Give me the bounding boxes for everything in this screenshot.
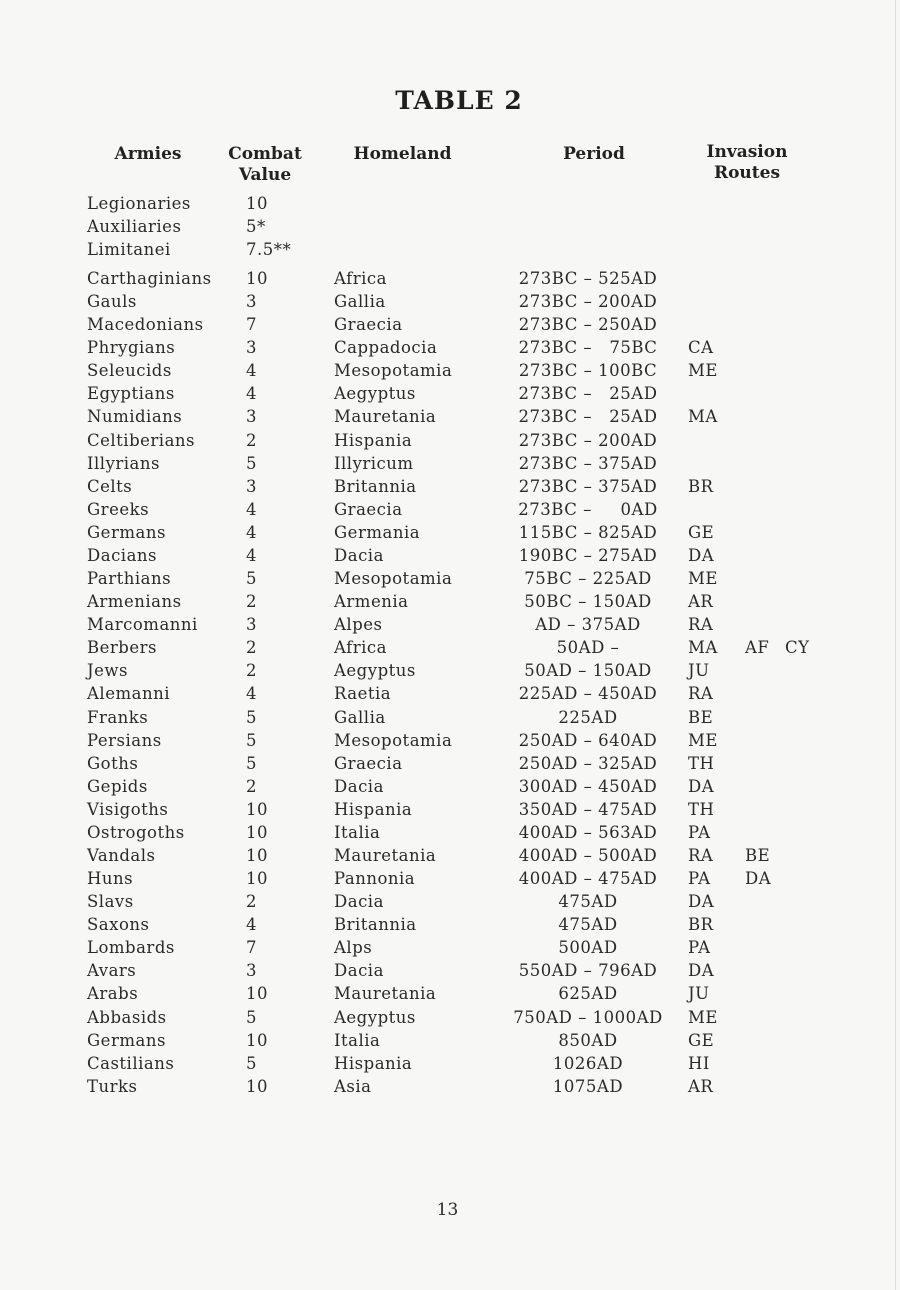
homeland: Africa xyxy=(334,269,387,288)
combat-value: 3 xyxy=(246,476,257,496)
army-name: Germans xyxy=(87,1030,166,1050)
invasion-route: ME xyxy=(688,569,718,589)
homeland: Gallia xyxy=(334,292,386,312)
combat-value: 10 xyxy=(246,194,268,213)
army-name: Arabs xyxy=(87,984,139,1004)
invasion-route: ME xyxy=(688,730,718,750)
table-row xyxy=(0,405,900,428)
header-combat-value xyxy=(215,144,315,186)
period: 250AD – 325AD xyxy=(518,753,658,773)
header-armies xyxy=(88,144,208,165)
invasion-route: BR xyxy=(688,476,714,496)
combat-value: 4 xyxy=(246,499,257,519)
combat-value: 5 xyxy=(246,730,257,750)
homeland: Cappadocia xyxy=(334,338,438,358)
table-row xyxy=(0,475,900,498)
invasion-route: AF xyxy=(745,638,770,658)
army-name: Greeks xyxy=(87,499,150,519)
army-name: Goths xyxy=(87,753,139,773)
table-row xyxy=(0,867,900,890)
army-name: Castilians xyxy=(87,1053,175,1073)
army-name: Dacians xyxy=(87,545,158,565)
table-row xyxy=(0,752,900,775)
combat-value: 2 xyxy=(246,776,257,796)
table-row xyxy=(0,452,900,475)
homeland: Hispania xyxy=(334,799,413,819)
homeland: Africa xyxy=(334,638,387,658)
homeland: Graecia xyxy=(334,315,403,335)
combat-value: 5 xyxy=(246,753,257,773)
period: 273BC – 375AD xyxy=(518,453,658,473)
homeland: Hispania xyxy=(334,1053,413,1073)
army-name: Alemanni xyxy=(87,684,170,704)
header-invasion-routes xyxy=(688,142,806,184)
army-name: Numidians xyxy=(87,407,183,427)
invasion-route: ME xyxy=(688,1007,718,1027)
period: 1026AD xyxy=(552,1053,624,1073)
army-name: Seleucids xyxy=(87,361,172,381)
period: 350AD – 475AD xyxy=(518,799,658,819)
invasion-route: TH xyxy=(688,799,715,819)
period: 400AD – 475AD xyxy=(518,869,658,889)
table-row xyxy=(0,613,900,636)
period: 850AD xyxy=(558,1030,618,1050)
invasion-route: MA xyxy=(688,638,718,658)
invasion-route: GE xyxy=(688,522,715,542)
homeland: Illyricum xyxy=(334,453,414,473)
table-row xyxy=(0,1052,900,1075)
period: 273BC – 75BC xyxy=(518,338,658,358)
invasion-route: MA xyxy=(688,407,718,427)
header-routes-line2: Routes xyxy=(713,163,781,183)
homeland: Dacia xyxy=(334,545,384,565)
combat-value: 4 xyxy=(246,915,257,935)
table-row xyxy=(0,336,900,359)
invasion-route: PA xyxy=(688,869,711,889)
combat-value: 2 xyxy=(246,430,257,450)
table-row xyxy=(0,429,900,452)
table-row xyxy=(0,775,900,798)
table-row xyxy=(0,959,900,982)
combat-value: 3 xyxy=(246,292,257,312)
army-name: Phrygians xyxy=(87,338,176,358)
combat-value: 2 xyxy=(246,592,257,612)
combat-value: 10 xyxy=(246,822,268,842)
header-period xyxy=(530,144,658,165)
table-row xyxy=(0,821,900,844)
period: 225AD – 450AD xyxy=(518,684,658,704)
period: 50AD – 150AD xyxy=(524,661,652,681)
army-name: Turks xyxy=(87,1076,138,1096)
army-name: Vandals xyxy=(87,846,156,865)
army-name: Avars xyxy=(87,961,137,981)
table-row xyxy=(0,1006,900,1029)
homeland: Graecia xyxy=(334,753,403,773)
combat-value: 2 xyxy=(246,638,257,658)
army-name: Marcomanni xyxy=(87,615,198,635)
invasion-route: BE xyxy=(688,707,714,727)
table-row xyxy=(0,544,900,567)
period: 50AD – xyxy=(556,638,620,658)
header-routes-line1: Invasion xyxy=(706,142,788,162)
invasion-route: ME xyxy=(688,361,718,381)
combat-value: 10 xyxy=(246,846,268,865)
homeland: Mesopotamia xyxy=(334,361,453,381)
page-number: 13 xyxy=(436,1200,459,1220)
combat-value: 5 xyxy=(246,569,257,589)
army-name: Macedonians xyxy=(87,315,204,335)
army-name: Persians xyxy=(87,730,162,750)
army-name: Parthians xyxy=(87,569,172,589)
army-name: Celts xyxy=(87,476,133,496)
period: 273BC – 250AD xyxy=(518,315,658,335)
combat-value: 3 xyxy=(246,407,257,427)
period: 400AD – 563AD xyxy=(518,822,658,842)
table-row xyxy=(0,729,900,752)
period: 273BC – 200AD xyxy=(518,292,658,312)
homeland: Armenia xyxy=(334,592,409,612)
table-row xyxy=(0,290,900,313)
period: 225AD xyxy=(558,707,618,727)
homeland: Aegyptus xyxy=(334,661,416,681)
homeland: Britannia xyxy=(334,915,417,935)
homeland: Germania xyxy=(334,522,421,542)
period: 273BC – 525AD xyxy=(518,269,658,288)
period: AD – 375AD xyxy=(535,615,641,635)
period: 273BC – 25AD xyxy=(518,384,658,404)
homeland: Italia xyxy=(334,1030,381,1050)
header-combat-line2: Value xyxy=(238,165,292,185)
table-row xyxy=(0,567,900,590)
combat-value: 3 xyxy=(246,615,257,635)
header-combat-line1: Combat xyxy=(228,144,302,164)
homeland: Alpes xyxy=(334,615,383,635)
invasion-route: BR xyxy=(688,915,714,935)
homeland: Italia xyxy=(334,822,381,842)
combat-value: 10 xyxy=(246,269,268,288)
combat-value: 10 xyxy=(246,984,268,1004)
table-row xyxy=(0,382,900,405)
army-name: Saxons xyxy=(87,915,150,935)
period: 273BC – 25AD xyxy=(518,407,658,427)
invasion-route: RA xyxy=(688,615,714,635)
table-row xyxy=(0,192,900,215)
combat-value: 4 xyxy=(246,545,257,565)
invasion-route: JU xyxy=(688,661,710,681)
army-name: Germans xyxy=(87,522,166,542)
homeland: Dacia xyxy=(334,892,384,912)
combat-value: 3 xyxy=(246,961,257,981)
army-name: Carthaginians xyxy=(87,269,212,288)
homeland: Raetia xyxy=(334,684,392,704)
table-row xyxy=(0,982,900,1005)
army-name: Franks xyxy=(87,707,149,727)
period: 750AD – 1000AD xyxy=(513,1007,663,1027)
table-row xyxy=(0,890,900,913)
homeland: Aegyptus xyxy=(334,384,416,404)
army-name: Illyrians xyxy=(87,453,160,473)
army-name: Gepids xyxy=(87,776,148,796)
combat-value: 4 xyxy=(246,361,257,381)
period: 190BC – 275AD xyxy=(518,545,658,565)
period: 500AD xyxy=(558,938,618,958)
period: 115BC – 825AD xyxy=(518,522,658,542)
army-name: Legionaries xyxy=(87,194,191,213)
combat-value: 7 xyxy=(246,315,257,335)
homeland: Asia xyxy=(334,1076,372,1096)
period: 50BC – 150AD xyxy=(524,592,652,612)
table-row xyxy=(0,498,900,521)
period: 475AD xyxy=(558,915,618,935)
combat-value: 2 xyxy=(246,892,257,912)
army-name: Armenians xyxy=(87,592,182,612)
page-title: TABLE 2 xyxy=(395,86,523,115)
invasion-route: RA xyxy=(688,684,714,704)
homeland: Mauretania xyxy=(334,984,437,1004)
table-row xyxy=(0,521,900,544)
table-row xyxy=(0,798,900,821)
combat-value: 10 xyxy=(246,1030,268,1050)
army-name: Slavs xyxy=(87,892,134,912)
header-period-label: Period xyxy=(563,144,625,164)
invasion-route: DA xyxy=(688,545,715,565)
table-row xyxy=(0,313,900,336)
table-row xyxy=(0,215,900,238)
army-name: Auxiliaries xyxy=(87,217,182,237)
table-row xyxy=(0,682,900,705)
period: 550AD – 796AD xyxy=(518,961,658,981)
combat-value: 3 xyxy=(246,338,257,358)
army-name: Ostrogoths xyxy=(87,822,185,842)
homeland: Mauretania xyxy=(334,407,437,427)
army-name: Lombards xyxy=(87,938,175,958)
table-row xyxy=(0,659,900,682)
period: 1075AD xyxy=(552,1076,624,1096)
army-name: Huns xyxy=(87,869,134,889)
table-row xyxy=(0,936,900,959)
invasion-route: DA xyxy=(688,892,715,912)
table-row xyxy=(0,590,900,613)
homeland: Hispania xyxy=(334,430,413,450)
army-name: Celtiberians xyxy=(87,430,195,450)
combat-value: 4 xyxy=(246,384,257,404)
homeland: Mauretania xyxy=(334,846,437,865)
combat-value: 10 xyxy=(246,869,268,889)
table-row xyxy=(0,238,900,261)
homeland: Graecia xyxy=(334,499,403,519)
combat-value: 2 xyxy=(246,661,257,681)
combat-value: 7.5** xyxy=(246,240,292,260)
invasion-route: CA xyxy=(688,338,714,358)
period: 300AD – 450AD xyxy=(518,776,658,796)
homeland: Gallia xyxy=(334,707,386,727)
header-homeland-label: Homeland xyxy=(353,144,452,164)
army-name: Jews xyxy=(87,661,128,681)
invasion-route: DA xyxy=(688,776,715,796)
table-row xyxy=(0,913,900,936)
combat-value: 5 xyxy=(246,707,257,727)
invasion-route: RA xyxy=(688,846,714,865)
invasion-route: CY xyxy=(785,638,810,658)
homeland: Mesopotamia xyxy=(334,569,453,589)
combat-value: 4 xyxy=(246,684,257,704)
combat-value: 4 xyxy=(246,522,257,542)
period: 400AD – 500AD xyxy=(518,846,658,865)
invasion-route: DA xyxy=(688,961,715,981)
combat-value: 5 xyxy=(246,1053,257,1073)
invasion-route: AR xyxy=(688,1076,714,1096)
table-row xyxy=(0,1075,900,1098)
invasion-route: HI xyxy=(688,1053,710,1073)
table-row xyxy=(0,706,900,729)
table-row xyxy=(0,844,900,867)
army-name: Abbasids xyxy=(87,1007,167,1027)
period: 273BC – 0AD xyxy=(518,499,658,519)
homeland: Dacia xyxy=(334,776,384,796)
invasion-route: GE xyxy=(688,1030,715,1050)
army-name: Gauls xyxy=(87,292,137,312)
invasion-route: BE xyxy=(745,846,771,865)
invasion-route: AR xyxy=(688,592,714,612)
period: 75BC – 225AD xyxy=(524,569,652,589)
period: 475AD xyxy=(558,892,618,912)
combat-value: 5 xyxy=(246,1007,257,1027)
period: 273BC – 200AD xyxy=(518,430,658,450)
invasion-route: DA xyxy=(745,869,772,889)
table-row xyxy=(0,1029,900,1052)
combat-value: 5 xyxy=(246,453,257,473)
table-row xyxy=(0,636,900,659)
header-armies-label: Armies xyxy=(114,144,182,164)
homeland: Britannia xyxy=(334,476,417,496)
table-row xyxy=(0,359,900,382)
homeland: Alps xyxy=(334,938,373,958)
combat-value: 10 xyxy=(246,1076,268,1096)
army-name: Berbers xyxy=(87,638,157,658)
table-row xyxy=(0,267,900,290)
homeland: Aegyptus xyxy=(334,1007,416,1027)
period: 273BC – 100BC xyxy=(518,361,658,381)
homeland: Dacia xyxy=(334,961,384,981)
invasion-route: JU xyxy=(688,984,710,1004)
header-homeland xyxy=(340,144,465,165)
homeland: Mesopotamia xyxy=(334,730,453,750)
army-name: Egyptians xyxy=(87,384,175,404)
combat-value: 7 xyxy=(246,938,257,958)
period: 250AD – 640AD xyxy=(518,730,658,750)
invasion-route: TH xyxy=(688,753,715,773)
combat-value: 5* xyxy=(246,217,266,237)
period: 273BC – 375AD xyxy=(518,476,658,496)
army-name: Visigoths xyxy=(87,799,169,819)
combat-value: 10 xyxy=(246,799,268,819)
homeland: Pannonia xyxy=(334,869,416,889)
period: 625AD xyxy=(558,984,618,1004)
invasion-route: PA xyxy=(688,938,711,958)
army-name: Limitanei xyxy=(87,240,171,260)
invasion-route: PA xyxy=(688,822,711,842)
